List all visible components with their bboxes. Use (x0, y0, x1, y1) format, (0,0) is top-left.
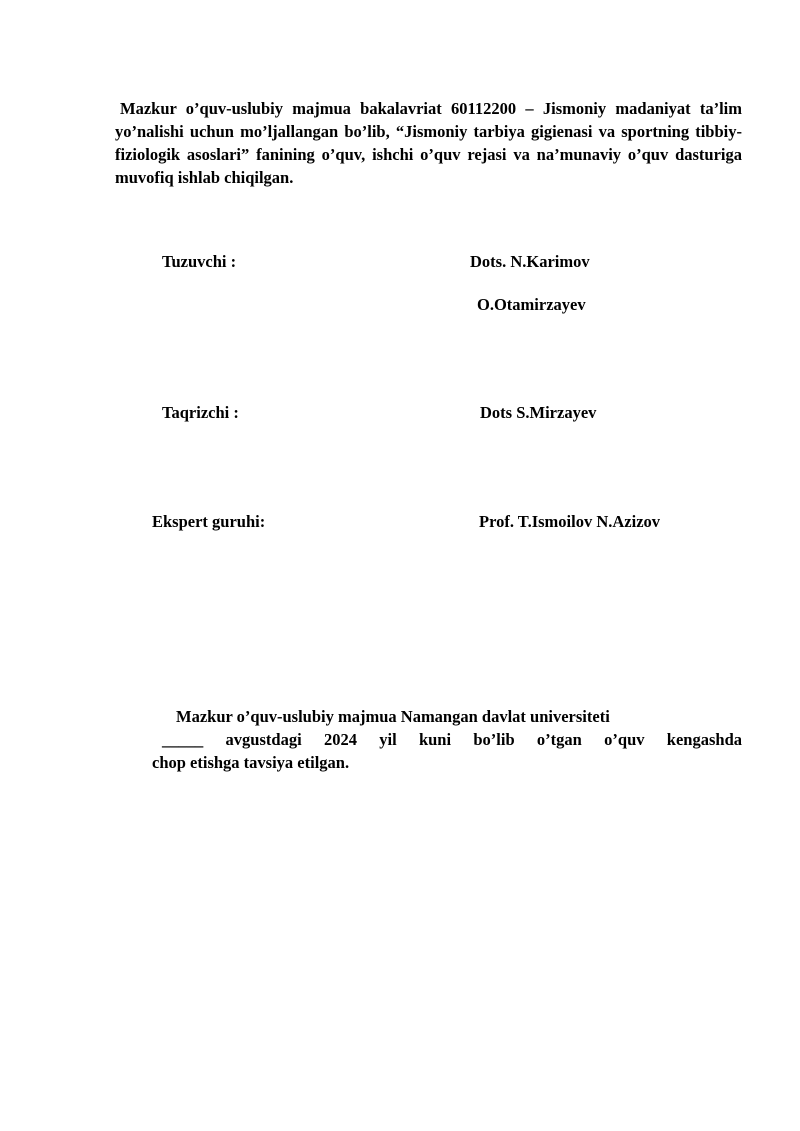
intro-paragraph (115, 97, 742, 189)
reviewer-name: Dots S.Mirzayev (480, 403, 597, 422)
approval-paragraph (152, 705, 742, 774)
reviewer-label: Taqrizchi : (162, 403, 239, 422)
expert-group-names: Prof. T.Ismoilov N.Azizov (479, 512, 661, 531)
approval-line-1: Mazkur o’quv-uslubiy majmua Namangan davlat universiteti (176, 707, 610, 726)
compiler-name-2: O.Otamirzayev (477, 295, 586, 314)
approval-line-2: _____ avgustdagi 2024 yil kuni bo’lib o’tgan o’quv kengashda (162, 730, 742, 749)
approval-line-3: chop etishga tavsiya etilgan. (152, 753, 350, 772)
intro-text: Mazkur o’quv-uslubiy majmua bakalavriat 60112200 – Jismoniy madaniyat ta’lim yo’nalishi uchun mo’ljallangan bo’lib, “Jismoniy tarbiya gigienasi va sportning tibbiy-fiziologik asoslari” fanining o’quv, ishchi o’quv rejasi va na’munaviy o’quv dasturiga muvofiq ishlab chiqilgan. (115, 99, 742, 187)
compiler-name-1: Dots. N.Karimov (470, 252, 590, 271)
expert-group-label: Ekspert guruhi: (152, 512, 266, 531)
compiler-label: Tuzuvchi : (162, 252, 237, 271)
